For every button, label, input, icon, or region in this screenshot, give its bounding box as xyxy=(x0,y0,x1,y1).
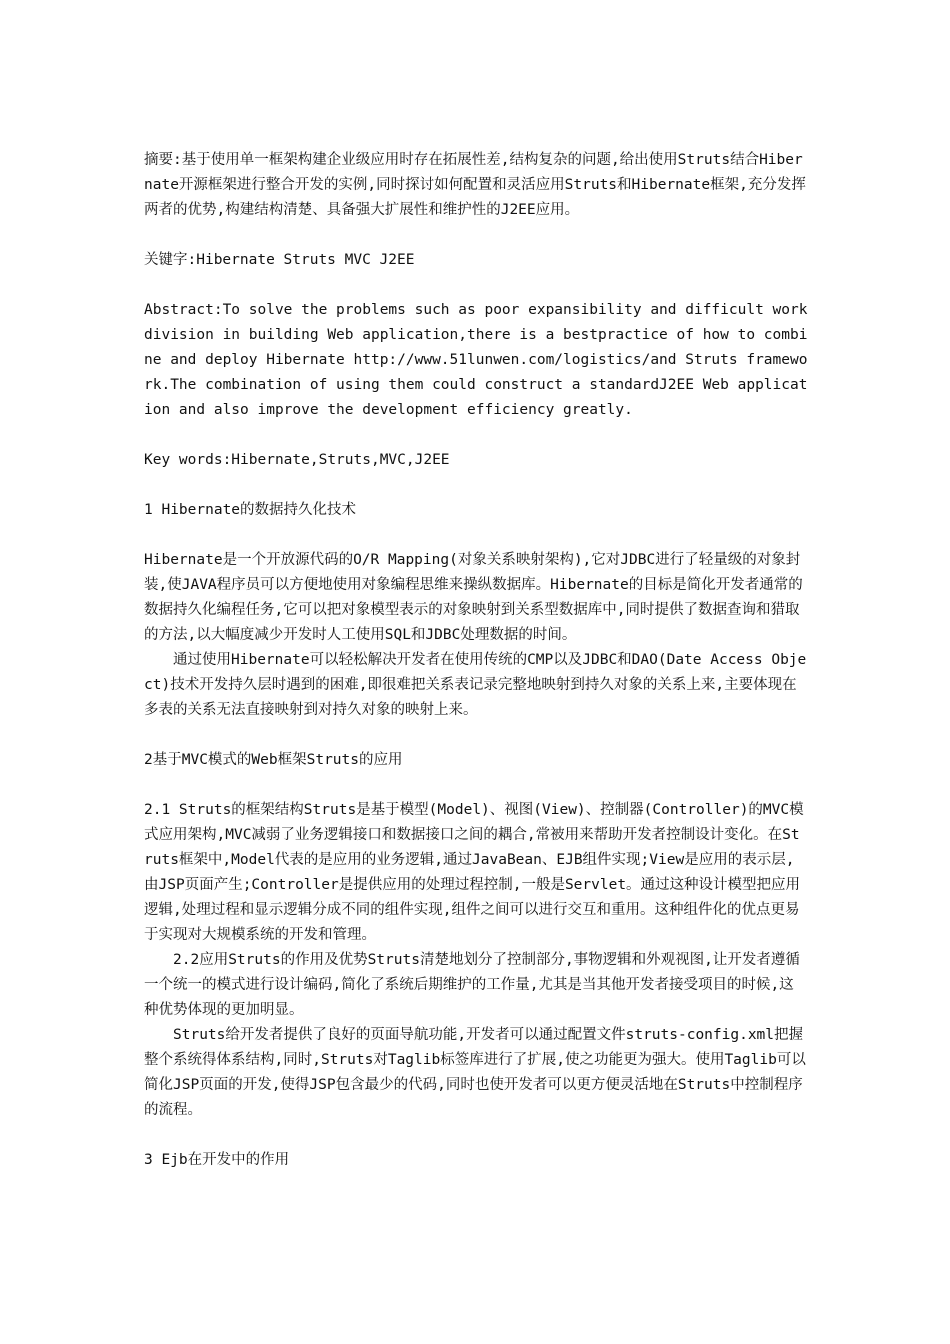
abstract-chinese: 摘要:基于使用单一框架构建企业级应用时存在拓展性差,结构复杂的问题,给出使用Struts结合Hibernate开源框架进行整合开发的实例,同时探讨如何配置和灵活应用Struts和Hibernate框架,充分发挥两者的优势,构建结构清楚、具备强大扩展性和维护性的J2EE应用。 xyxy=(144,152,806,218)
keywords-chinese: 关键字:Hibernate Struts MVC J2EE xyxy=(144,252,415,268)
document-body xyxy=(144,148,808,1198)
section-2-heading: 2基于MVC模式的Web框架Struts的应用 xyxy=(144,752,403,768)
keywords-english: Key words:Hibernate,Struts,MVC,J2EE xyxy=(144,452,450,468)
abstract-english: Abstract:To solve the problems such as poor expansibility and difficult work division in building Web application,there is a bestpractice of how to combine and deploy Hibernate http://www.51lunwen.com/logistics/and Struts framework.The combination of using them could construct a standardJ2EE Web application and also improve the development efficiency greatly. xyxy=(144,302,808,418)
section-1-paragraph-1: Hibernate是一个开放源代码的O/R Mapping(对象关系映射架构),它对JDBC进行了轻量级的对象封装,使JAVA程序员可以方便地使用对象编程思维来操纵数据库。Hibernate的目标是简化开发者通常的数据持久化编程任务,它可以把对象模型表示的对象映射到关系型数据库中,同时提供了数据查询和猎取的方法,以大幅度减少开发时人工使用SQL和JDBC处理数据的时间。 xyxy=(144,552,803,643)
section-2-paragraph-1: 2.1 Struts的框架结构Struts是基于模型(Model)、视图(View)、控制器(Controller)的MVC模式应用架构,MVC减弱了业务逻辑接口和数据接口之间的耦合,常被用来帮助开发者控制设计变化。在Struts框架中,Model代表的是应用的业务逻辑,通过JavaBean、EJB组件实现;View是应用的表示层,由JSP页面产生;Controller是提供应用的处理过程控制,一般是Servlet。通过这种设计模型把应用逻辑,处理过程和显示逻辑分成不同的组件实现,组件之间可以进行交互和重用。这种组件化的优点更易于实现对大规模系统的开发和管理。 xyxy=(144,802,804,943)
section-1-heading: 1 Hibernate的数据持久化技术 xyxy=(144,502,357,518)
section-1-paragraph-2: 通过使用Hibernate可以轻松解决开发者在使用传统的CMP以及JDBC和DAO(Date Access Object)技术开发持久层时遇到的困难,即很难把关系表记录完整地映射到持久对象的关系上来,主要体现在多表的关系无法直接映射到对持久对象的映射上来。 xyxy=(144,652,807,718)
section-2-paragraph-2: 2.2应用Struts的作用及优势Struts清楚地划分了控制部分,事物逻辑和外观视图,让开发者遵循一个统一的模式进行设计编码,简化了系统后期维护的工作量,尤其是当其他开发者接受项目的时候,这种优势体现的更加明显。 xyxy=(144,952,800,1018)
section-3-heading: 3 Ejb在开发中的作用 xyxy=(144,1152,290,1168)
section-2-paragraph-3: Struts给开发者提供了良好的页面导航功能,开发者可以通过配置文件struts-config.xml把握整个系统得体系结构,同时,Struts对Taglib标签库进行了扩展,使之功能更为强大。使用Taglib可以简化JSP页面的开发,使得JSP包含最少的代码,同时也使开发者可以更方便灵活地在Struts中控制程序的流程。 xyxy=(144,1027,806,1118)
